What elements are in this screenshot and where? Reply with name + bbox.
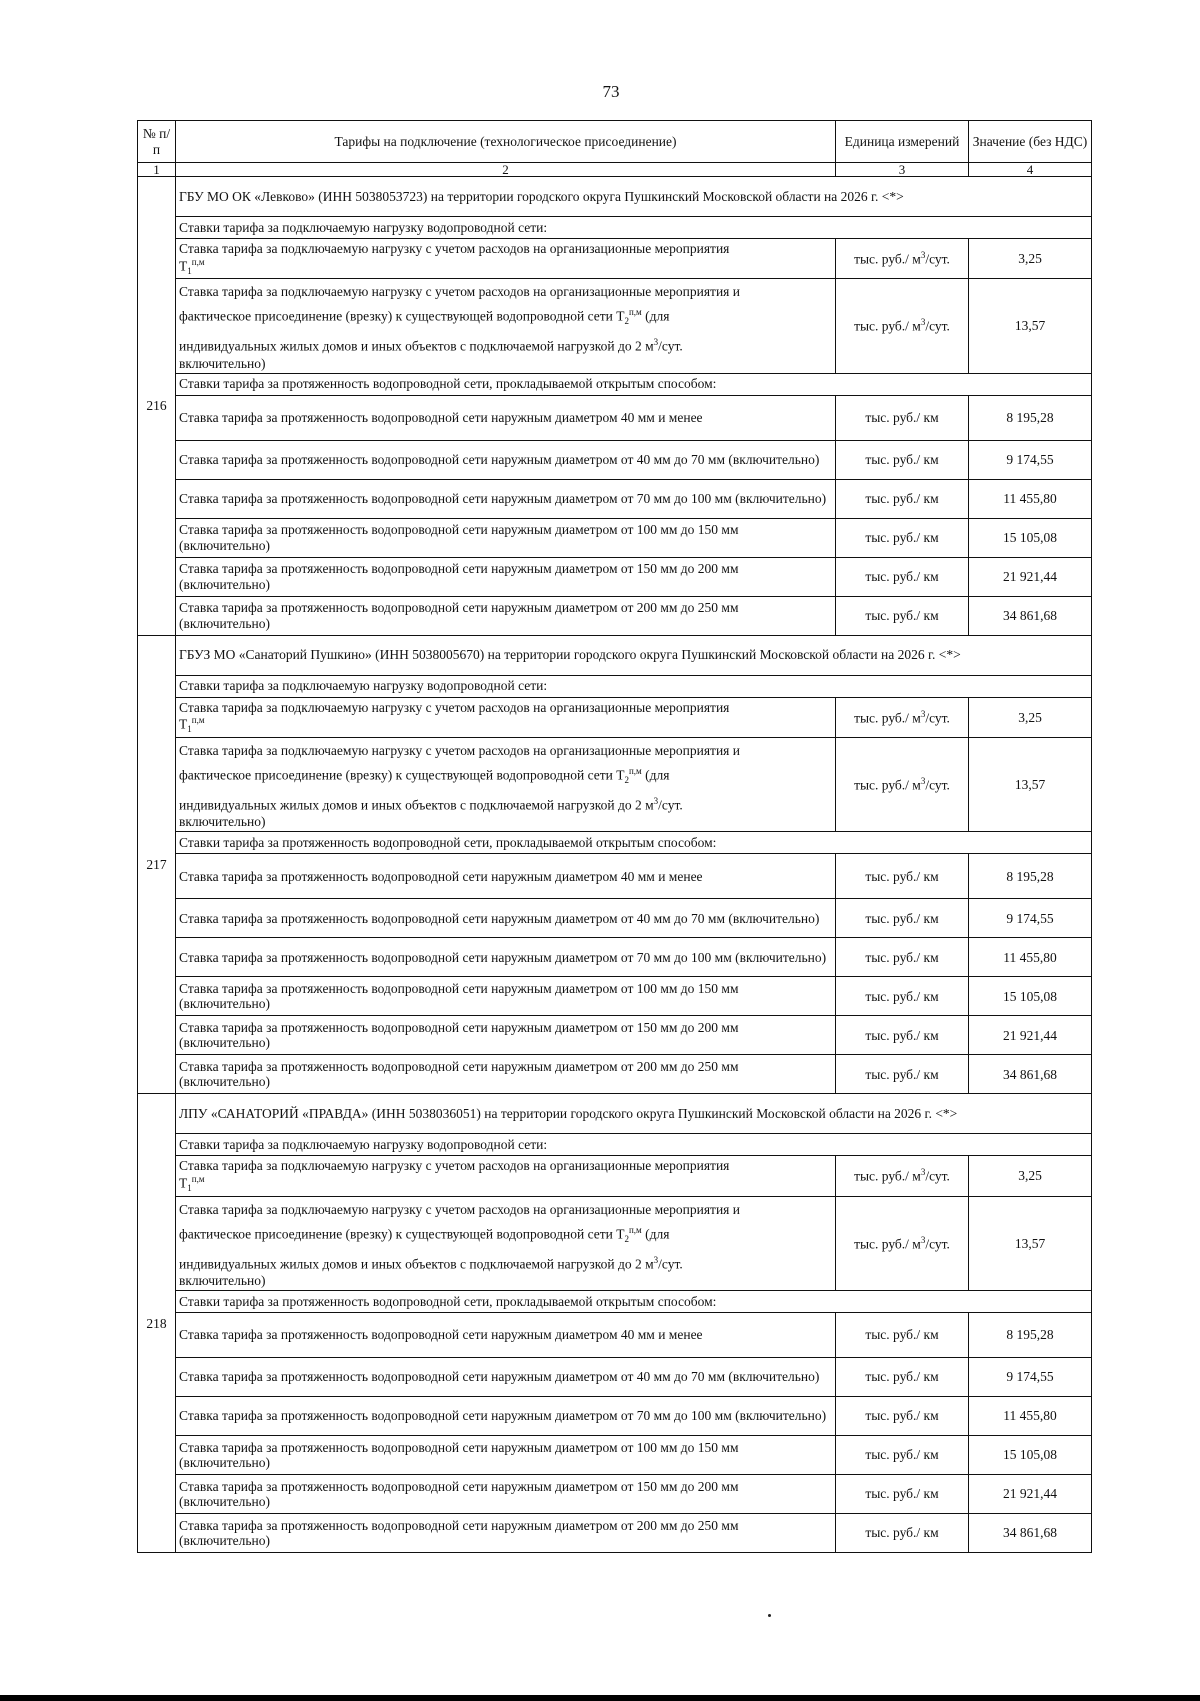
network-section-title: Ставки тарифа за подключаемую нагрузку водопроводной сети:	[176, 217, 1092, 239]
column-numbers-row	[138, 163, 1092, 177]
pipe-rate-value: 8 195,28	[969, 395, 1092, 440]
pipe-rate-description: Ставка тарифа за протяженность водопроводной сети наружным диаметром от 150 мм до 200 мм (включительно)	[176, 1016, 836, 1055]
table-row	[138, 1436, 1092, 1475]
section-row	[138, 1134, 1092, 1156]
pipe-rate-value: 15 105,08	[969, 518, 1092, 557]
pipe-rate-unit: тыс. руб./ км	[836, 1055, 969, 1094]
pipe-rate-description: Ставка тарифа за протяженность водопроводной сети наружным диаметром от 150 мм до 200 мм (включительно)	[176, 1475, 836, 1514]
table-row	[138, 1514, 1092, 1553]
table-row	[138, 697, 1092, 737]
table-row	[138, 1313, 1092, 1358]
pipe-rate-value: 21 921,44	[969, 557, 1092, 596]
pipe-rate-value: 9 174,55	[969, 1358, 1092, 1397]
header-number: № п/п	[138, 121, 176, 163]
column-number: 2	[176, 163, 836, 177]
organization-title: ГБУЗ МО «Санаторий Пушкино» (ИНН 5038005670) на территории городского округа Пушкинский Московской области на 2026 г. <*>	[176, 635, 1092, 675]
table-row	[138, 1358, 1092, 1397]
table-header	[138, 121, 1092, 177]
section-row	[138, 373, 1092, 395]
column-number: 1	[138, 163, 176, 177]
table-row	[138, 899, 1092, 938]
table-row	[138, 1156, 1092, 1196]
tariff-t1-description: Ставка тарифа за подключаемую нагрузку с учетом расходов на организационные мероприятия $Т_1^{п,м}$	[176, 239, 836, 279]
table-row	[138, 1055, 1092, 1094]
pipe-rate-value: 11 455,80	[969, 1397, 1092, 1436]
tariff-t1-value: 3,25	[969, 1156, 1092, 1196]
header-name: Тарифы на подключение (технологическое присоединение)	[176, 121, 836, 163]
table-row	[138, 279, 1092, 374]
length-section-title: Ставки тарифа за протяженность водопроводной сети, прокладываемой открытым способом:	[176, 832, 1092, 854]
pipe-rate-value: 9 174,55	[969, 899, 1092, 938]
pipe-rate-value: 34 861,68	[969, 596, 1092, 635]
pipe-rate-description: Ставка тарифа за протяженность водопроводной сети наружным диаметром от 150 мм до 200 мм (включительно)	[176, 557, 836, 596]
table-row	[138, 1475, 1092, 1514]
tariff-t2-unit: тыс. руб./ $м^3$/сут.	[836, 279, 969, 374]
column-number: 3	[836, 163, 969, 177]
scan-edge	[0, 1695, 1200, 1701]
pipe-rate-value: 15 105,08	[969, 1436, 1092, 1475]
tariff-t1-description: Ставка тарифа за подключаемую нагрузку с учетом расходов на организационные мероприятия $Т_1^{п,м}$	[176, 1156, 836, 1196]
header-value: Значение (без НДС)	[969, 121, 1092, 163]
pipe-rate-description: Ставка тарифа за протяженность водопроводной сети наружным диаметром 40 мм и менее	[176, 395, 836, 440]
page-number: 73	[602, 82, 620, 101]
entry-number: 216	[138, 177, 176, 636]
table-row	[138, 938, 1092, 977]
pipe-rate-unit: тыс. руб./ км	[836, 557, 969, 596]
pipe-rate-unit: тыс. руб./ км	[836, 479, 969, 518]
pipe-rate-description: Ставка тарифа за протяженность водопроводной сети наружным диаметром от 70 мм до 100 мм (включительно)	[176, 938, 836, 977]
pipe-rate-unit: тыс. руб./ км	[836, 938, 969, 977]
pipe-rate-value: 34 861,68	[969, 1514, 1092, 1553]
entry-number: 217	[138, 635, 176, 1094]
network-section-title: Ставки тарифа за подключаемую нагрузку водопроводной сети:	[176, 675, 1092, 697]
table-row	[138, 557, 1092, 596]
table-row	[138, 518, 1092, 557]
table-row	[138, 977, 1092, 1016]
pipe-rate-description: Ставка тарифа за протяженность водопроводной сети наружным диаметром от 100 мм до 150 мм (включительно)	[176, 977, 836, 1016]
network-section-title: Ставки тарифа за подключаемую нагрузку водопроводной сети:	[176, 1134, 1092, 1156]
pipe-rate-value: 21 921,44	[969, 1475, 1092, 1514]
organization-row	[138, 635, 1092, 675]
tariff-t1-unit: тыс. руб./ $м^3$/сут.	[836, 239, 969, 279]
pipe-rate-value: 11 455,80	[969, 479, 1092, 518]
tariff-t1-unit: тыс. руб./ $м^3$/сут.	[836, 697, 969, 737]
pipe-rate-description: Ставка тарифа за протяженность водопроводной сети наружным диаметром от 200 мм до 250 мм (включительно)	[176, 596, 836, 635]
tariff-t1-unit: тыс. руб./ $м^3$/сут.	[836, 1156, 969, 1196]
section-row	[138, 217, 1092, 239]
pipe-rate-unit: тыс. руб./ км	[836, 977, 969, 1016]
table-row	[138, 395, 1092, 440]
length-section-title: Ставки тарифа за протяженность водопроводной сети, прокладываемой открытым способом:	[176, 1291, 1092, 1313]
pipe-rate-description: Ставка тарифа за протяженность водопроводной сети наружным диаметром от 40 мм до 70 мм (включительно)	[176, 899, 836, 938]
pipe-rate-description: Ставка тарифа за протяженность водопроводной сети наружным диаметром от 100 мм до 150 мм (включительно)	[176, 518, 836, 557]
section-row	[138, 1291, 1092, 1313]
tariff-t2-value: 13,57	[969, 279, 1092, 374]
section-row	[138, 832, 1092, 854]
pipe-rate-value: 21 921,44	[969, 1016, 1092, 1055]
tariff-t1-description: Ставка тарифа за подключаемую нагрузку с учетом расходов на организационные мероприятия $Т_1^{п,м}$	[176, 697, 836, 737]
pipe-rate-unit: тыс. руб./ км	[836, 1475, 969, 1514]
table-row	[138, 440, 1092, 479]
pipe-rate-value: 15 105,08	[969, 977, 1092, 1016]
length-section-title: Ставки тарифа за протяженность водопроводной сети, прокладываемой открытым способом:	[176, 373, 1092, 395]
pipe-rate-unit: тыс. руб./ км	[836, 854, 969, 899]
tariff-table	[137, 120, 1092, 1553]
tariff-t2-unit: тыс. руб./ $м^3$/сут.	[836, 737, 969, 832]
pipe-rate-unit: тыс. руб./ км	[836, 1358, 969, 1397]
table-body	[138, 177, 1092, 1553]
organization-row	[138, 1094, 1092, 1134]
scan-speck	[768, 1614, 771, 1617]
pipe-rate-unit: тыс. руб./ км	[836, 1016, 969, 1055]
table-row	[138, 854, 1092, 899]
pipe-rate-description: Ставка тарифа за протяженность водопроводной сети наружным диаметром от 40 мм до 70 мм (включительно)	[176, 440, 836, 479]
tariff-t1-value: 3,25	[969, 697, 1092, 737]
tariff-t2-description: Ставка тарифа за подключаемую нагрузку с учетом расходов на организационные мероприятия и фактическое присоединение (врезку) к существующей водопроводной сети $Т_2^{п,м}$ (для индивидуальных жилых домов и иных объектов с подключаемой нагрузкой до 2 $м^3$/сут. включительно)	[176, 737, 836, 832]
pipe-rate-description: Ставка тарифа за протяженность водопроводной сети наружным диаметром от 40 мм до 70 мм (включительно)	[176, 1358, 836, 1397]
header-unit: Единица измерений	[836, 121, 969, 163]
pipe-rate-description: Ставка тарифа за протяженность водопроводной сети наружным диаметром 40 мм и менее	[176, 1313, 836, 1358]
pipe-rate-description: Ставка тарифа за протяженность водопроводной сети наружным диаметром 40 мм и менее	[176, 854, 836, 899]
tariff-t2-unit: тыс. руб./ $м^3$/сут.	[836, 1196, 969, 1291]
pipe-rate-description: Ставка тарифа за протяженность водопроводной сети наружным диаметром от 100 мм до 150 мм (включительно)	[176, 1436, 836, 1475]
table-row	[138, 479, 1092, 518]
organization-row	[138, 177, 1092, 217]
pipe-rate-value: 8 195,28	[969, 1313, 1092, 1358]
table-row	[138, 1016, 1092, 1055]
pipe-rate-unit: тыс. руб./ км	[836, 596, 969, 635]
tariff-t2-value: 13,57	[969, 1196, 1092, 1291]
organization-title: ЛПУ «САНАТОРИЙ «ПРАВДА» (ИНН 5038036051) на территории городского округа Пушкинский Московской области на 2026 г. <*>	[176, 1094, 1092, 1134]
tariff-t1-value: 3,25	[969, 239, 1092, 279]
pipe-rate-value: 8 195,28	[969, 854, 1092, 899]
tariff-t2-description: Ставка тарифа за подключаемую нагрузку с учетом расходов на организационные мероприятия и фактическое присоединение (врезку) к существующей водопроводной сети $Т_2^{п,м}$ (для индивидуальных жилых домов и иных объектов с подключаемой нагрузкой до 2 $м^3$/сут. включительно)	[176, 1196, 836, 1291]
table-row	[138, 239, 1092, 279]
tariff-t2-value: 13,57	[969, 737, 1092, 832]
pipe-rate-description: Ставка тарифа за протяженность водопроводной сети наружным диаметром от 200 мм до 250 мм (включительно)	[176, 1055, 836, 1094]
tariff-t2-description: Ставка тарифа за подключаемую нагрузку с учетом расходов на организационные мероприятия и фактическое присоединение (врезку) к существующей водопроводной сети $Т_2^{п,м}$ (для индивидуальных жилых домов и иных объектов с подключаемой нагрузкой до 2 $м^3$/сут. включительно)	[176, 279, 836, 374]
pipe-rate-unit: тыс. руб./ км	[836, 440, 969, 479]
table-row	[138, 1397, 1092, 1436]
table-row	[138, 737, 1092, 832]
pipe-rate-unit: тыс. руб./ км	[836, 395, 969, 440]
pipe-rate-value: 9 174,55	[969, 440, 1092, 479]
table-row	[138, 596, 1092, 635]
column-number: 4	[969, 163, 1092, 177]
entry-number: 218	[138, 1094, 176, 1553]
section-row	[138, 675, 1092, 697]
organization-title: ГБУ МО ОК «Левково» (ИНН 5038053723) на территории городского округа Пушкинский Московской области на 2026 г. <*>	[176, 177, 1092, 217]
table-row	[138, 1196, 1092, 1291]
pipe-rate-unit: тыс. руб./ км	[836, 1436, 969, 1475]
pipe-rate-unit: тыс. руб./ км	[836, 1397, 969, 1436]
pipe-rate-unit: тыс. руб./ км	[836, 518, 969, 557]
pipe-rate-unit: тыс. руб./ км	[836, 1313, 969, 1358]
pipe-rate-unit: тыс. руб./ км	[836, 899, 969, 938]
pipe-rate-description: Ставка тарифа за протяженность водопроводной сети наружным диаметром от 70 мм до 100 мм (включительно)	[176, 1397, 836, 1436]
pipe-rate-value: 11 455,80	[969, 938, 1092, 977]
pipe-rate-unit: тыс. руб./ км	[836, 1514, 969, 1553]
pipe-rate-value: 34 861,68	[969, 1055, 1092, 1094]
pipe-rate-description: Ставка тарифа за протяженность водопроводной сети наружным диаметром от 200 мм до 250 мм (включительно)	[176, 1514, 836, 1553]
pipe-rate-description: Ставка тарифа за протяженность водопроводной сети наружным диаметром от 70 мм до 100 мм (включительно)	[176, 479, 836, 518]
